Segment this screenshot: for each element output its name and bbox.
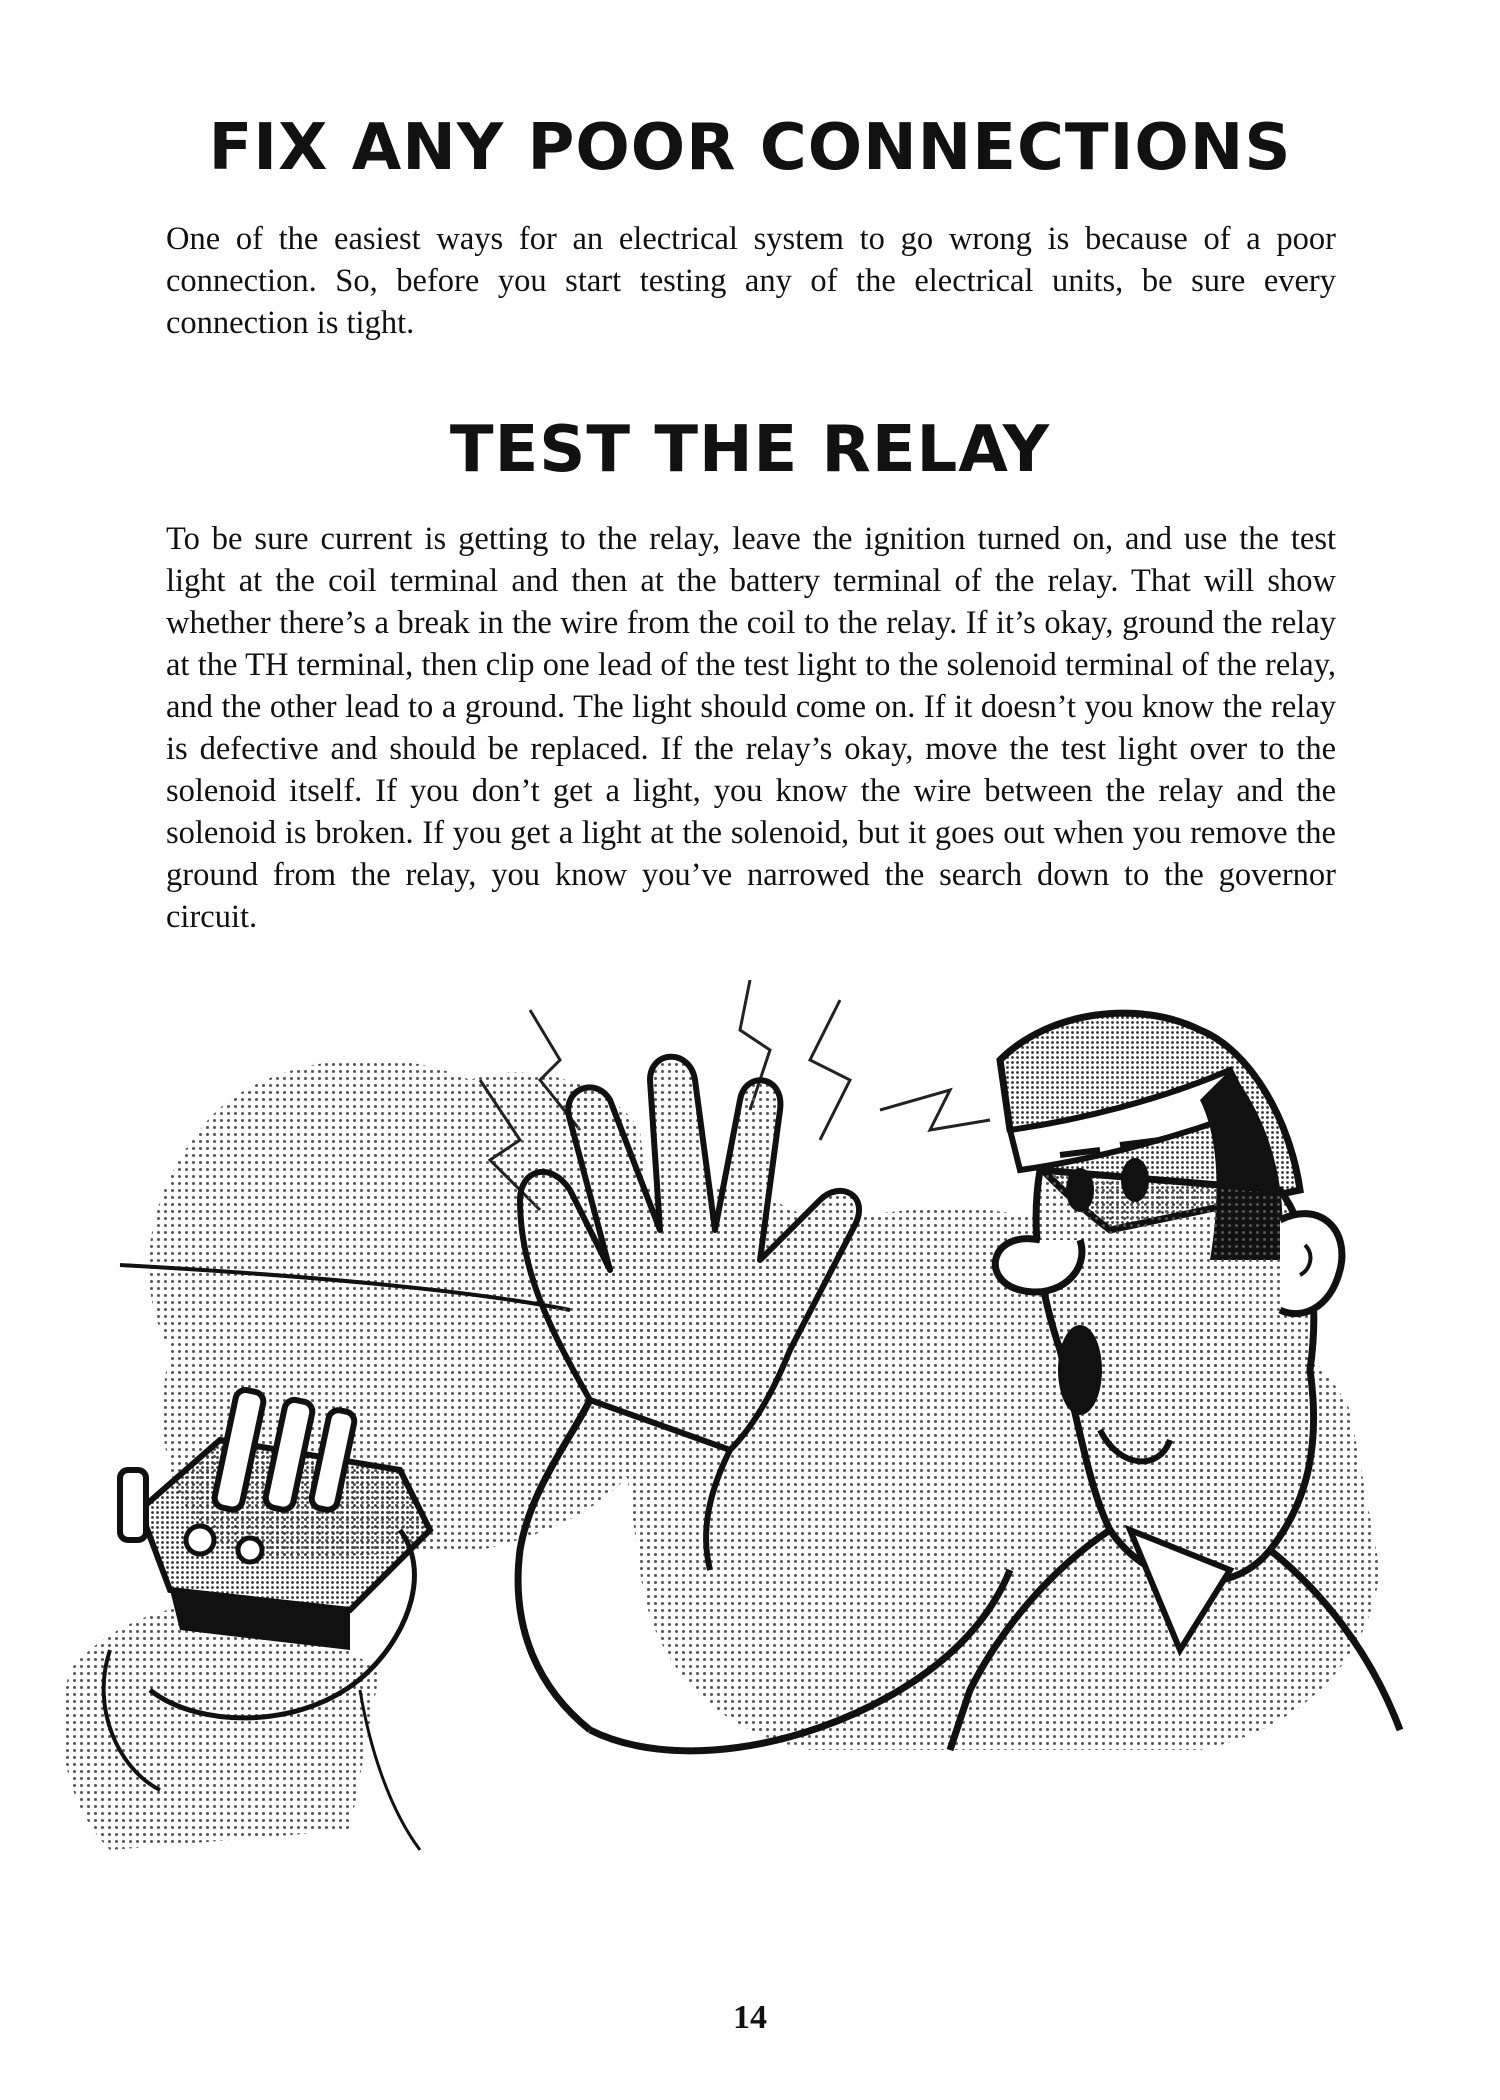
page-number: 14 xyxy=(733,1999,767,2036)
heading-fix-connections: FIX ANY POOR CONNECTIONS xyxy=(208,111,1292,185)
heading-test-relay: TEST THE RELAY xyxy=(449,413,1051,487)
paragraph-fix-connections: One of the easiest ways for an electrical system to go wrong is because of a poor connection. So, before you start testing any of the electrical units, be sure every connection is tight. xyxy=(166,221,1336,341)
cartoon-illustration xyxy=(50,970,1450,1910)
paragraph-test-relay: To be sure current is getting to the relay, leave the ignition turned on, and use the test light at the coil terminal and then at the battery terminal of the relay. That will show whether there’s a break in the wire from the coil to the relay. If it’s okay, ground the relay at the TH terminal, then clip one lead of the test light to the solenoid terminal of the relay, and the other lead to a ground. The light should come on. If it doesn’t you know the relay is defective and should be replaced. If the relay’s okay, move the test light over to the solenoid itself. If you don’t get a light, you know the wire between the relay and the solenoid is broken. If you get a light at the solenoid, but it goes out when you remove the ground from the relay, you know you’ve narrowed the search down to the governor circuit. xyxy=(166,521,1336,935)
